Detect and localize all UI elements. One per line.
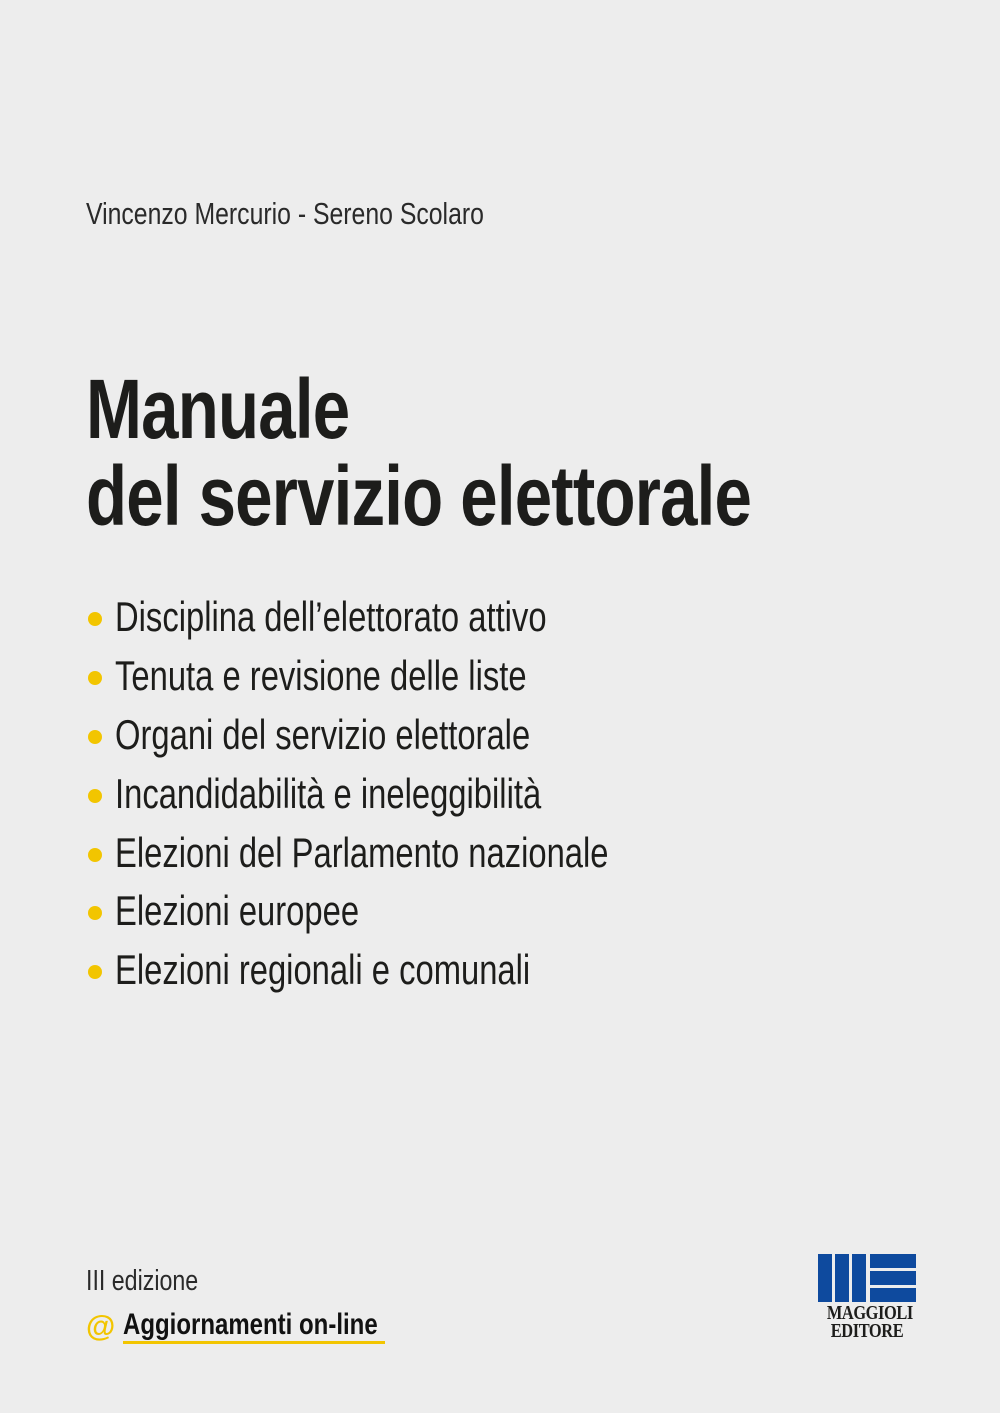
book-title <box>86 362 917 543</box>
title-line-2: del servizio elettorale <box>86 449 752 543</box>
publisher-logo <box>818 1254 916 1340</box>
authors-text: Vincenzo Mercurio - Sereno Scolaro <box>86 196 484 231</box>
topic-item: Elezioni del Parlamento nazionale <box>88 823 748 882</box>
authors <box>86 196 583 232</box>
bullet-icon <box>88 612 102 626</box>
publisher-name: MAGGIOLI EDITORE <box>826 1302 913 1342</box>
topic-item: Tenuta e revisione delle liste <box>88 647 748 706</box>
online-updates-label: Aggiornamenti on-line <box>123 1310 385 1344</box>
topic-item: Elezioni regionali e comunali <box>88 941 748 1000</box>
topic-item: Disciplina dell’elettorato attivo <box>88 588 748 647</box>
bullet-icon <box>88 965 102 979</box>
topic-item: Incandidabilità e ineleggibilità <box>88 764 748 823</box>
edition-label: III edizione <box>86 1265 199 1297</box>
maggioli-logo-icon <box>818 1254 916 1302</box>
bullet-icon <box>88 730 102 744</box>
bullet-icon <box>88 906 102 920</box>
bullet-icon <box>88 848 102 862</box>
topic-list <box>88 588 748 1000</box>
bullet-icon <box>88 671 102 685</box>
at-icon: @ <box>86 1310 116 1343</box>
title-line-1: Manuale <box>86 362 350 456</box>
online-updates <box>86 1310 385 1344</box>
topic-item: Organi del servizio elettorale <box>88 706 748 765</box>
topic-item: Elezioni europee <box>88 882 748 941</box>
bullet-icon <box>88 789 102 803</box>
